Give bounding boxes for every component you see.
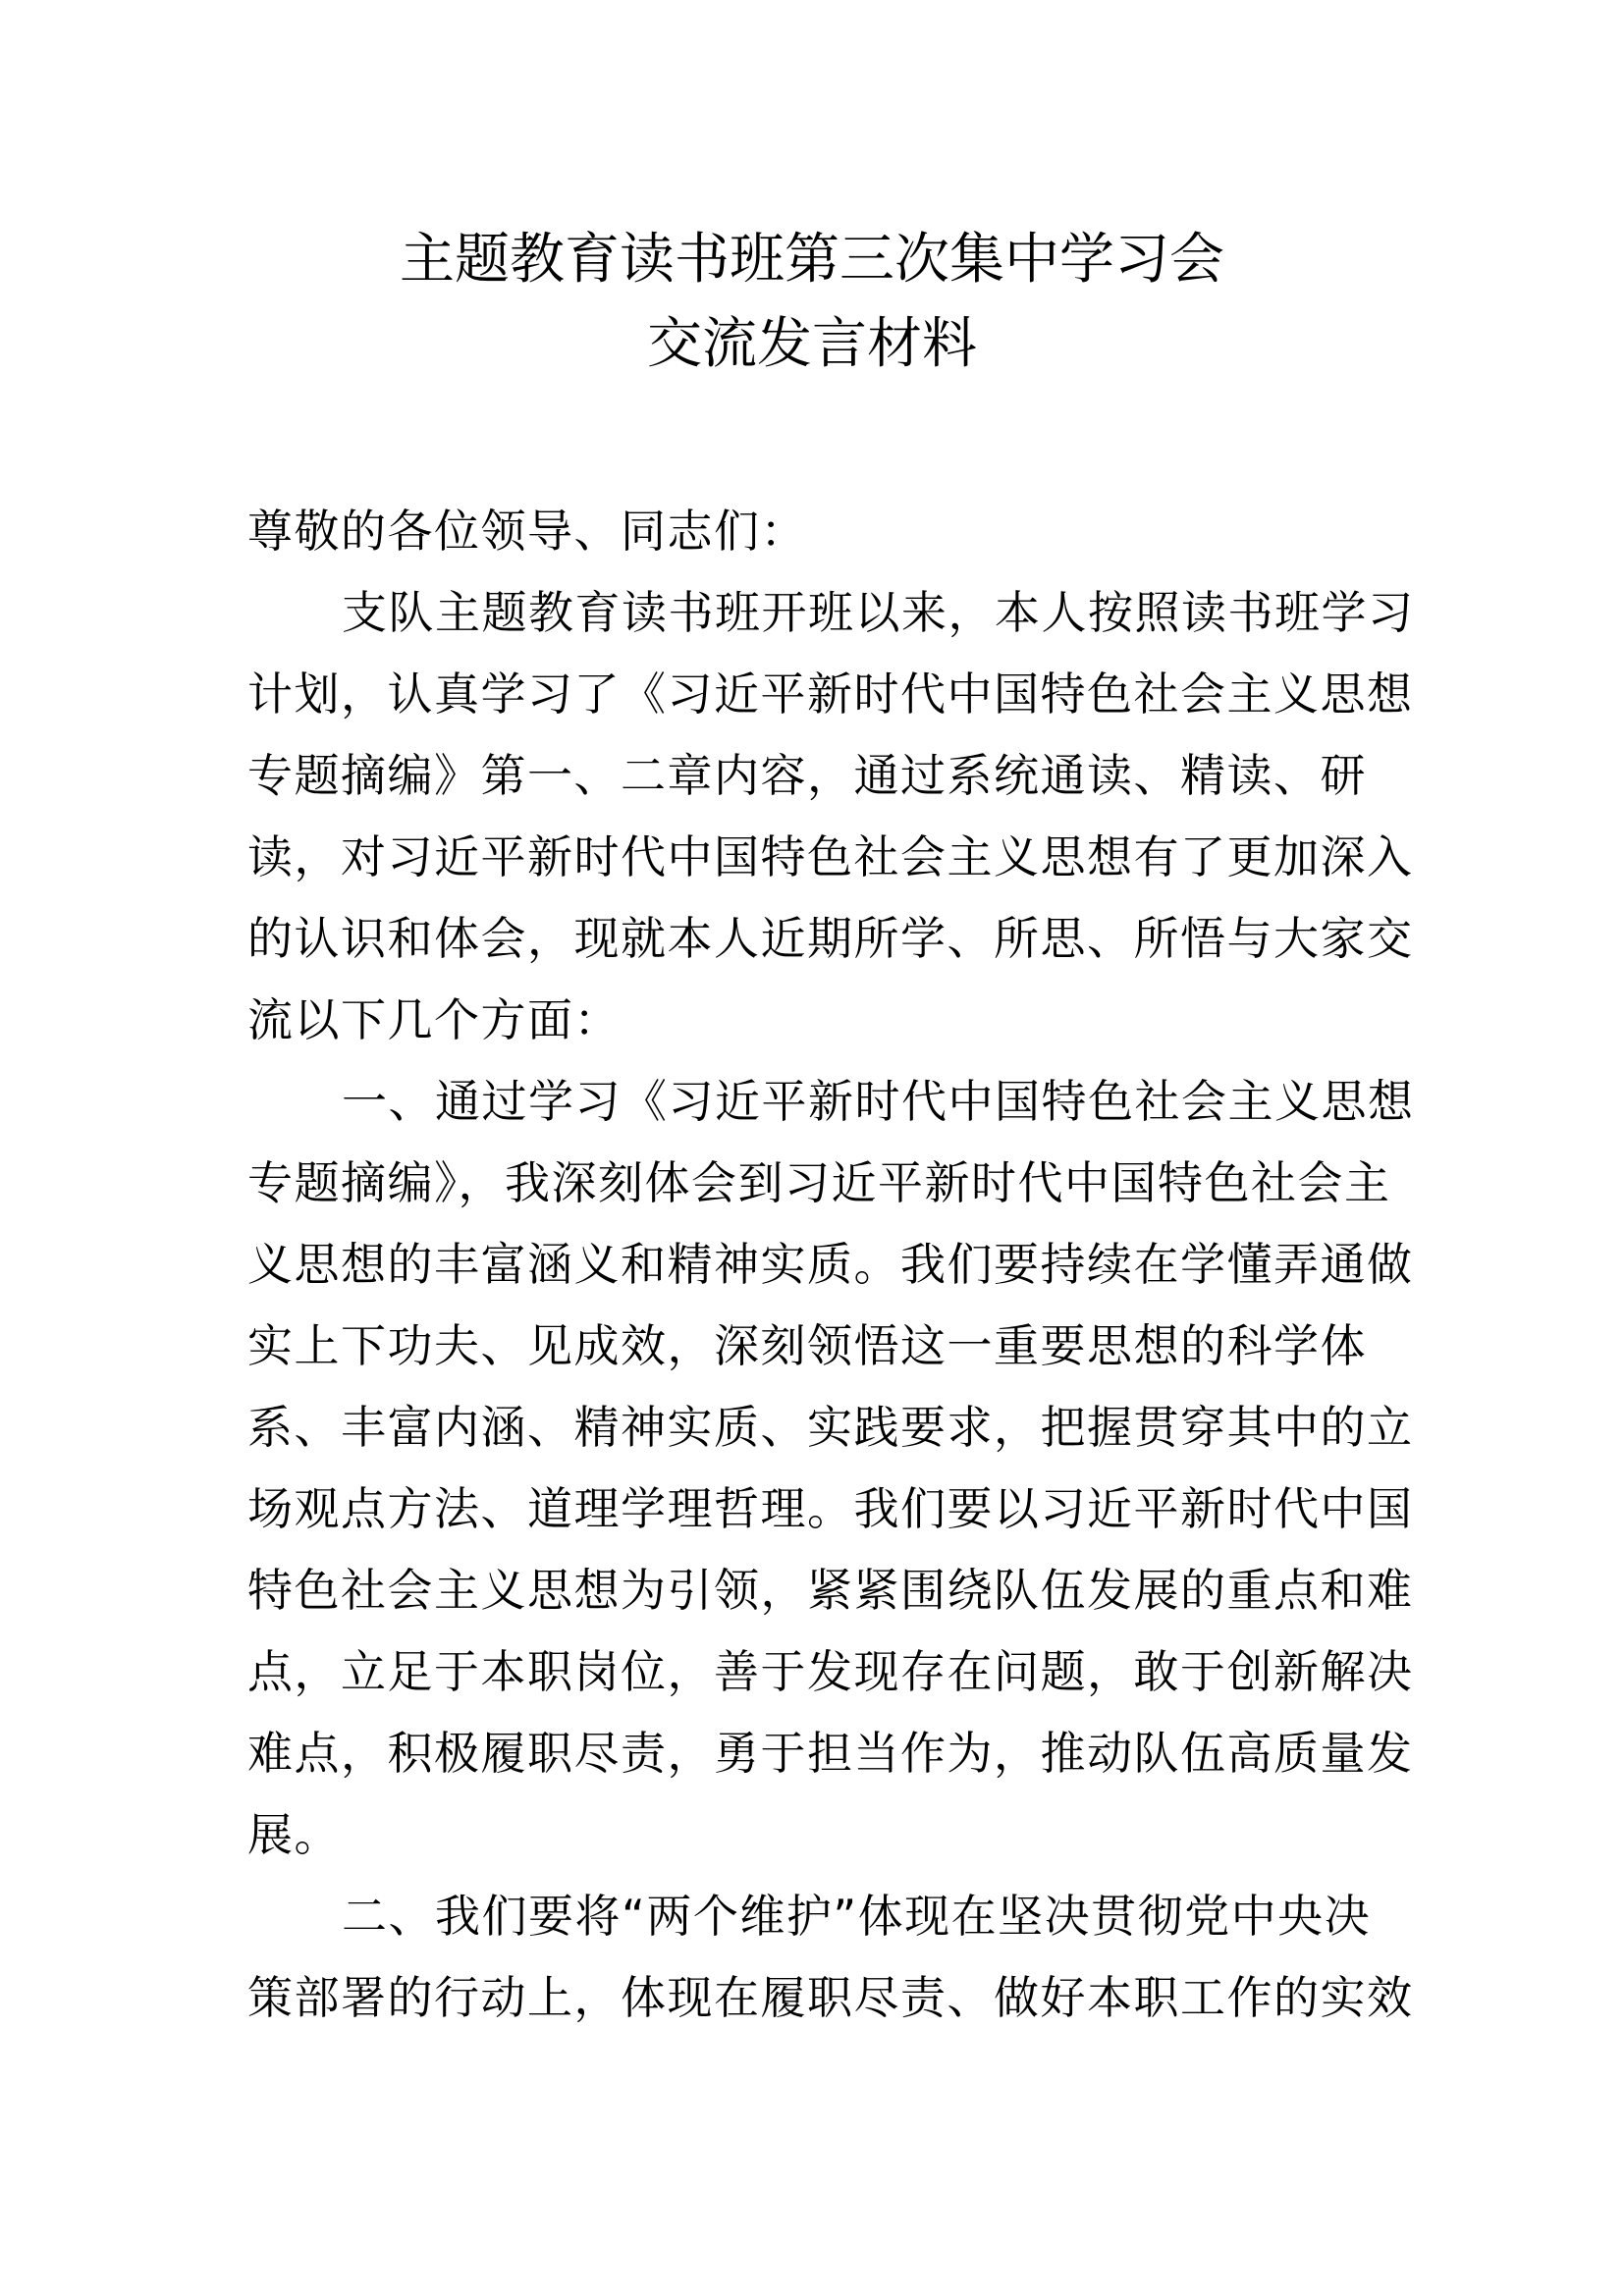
paragraph-line: 流以下几个方面：	[247, 993, 621, 1046]
paragraph-line: 读，对习近平新时代中国特色社会主义思想有了更加深入	[247, 830, 1414, 883]
paragraph-line: 点，立足于本职岗位，善于发现存在问题，敢于创新解决	[247, 1645, 1414, 1698]
title-line-1: 主题教育读书班第三次集中学习会	[400, 228, 1224, 292]
document-body	[247, 491, 1415, 2039]
paragraph-line: 的认识和体会，现就本人近期所学、所思、所悟与大家交	[247, 912, 1414, 965]
paragraph-line: 策部署的行动上，体现在履职尽责、做好本职工作的实效	[247, 1971, 1414, 2024]
paragraph-line: 一、通过学习《习近平新时代中国特色社会主义思想	[342, 1075, 1415, 1128]
paragraph-line: 场观点方法、道理学理哲理。我们要以习近平新时代中国	[247, 1482, 1414, 1535]
paragraph-line: 展。	[247, 1808, 341, 1861]
salutation: 尊敬的各位领导、同志们：	[247, 505, 807, 558]
paragraph-line: 难点，积极履职尽责，勇于担当作为，推动队伍高质量发	[247, 1727, 1414, 1780]
paragraph-line: 义思想的丰富涵义和精神实质。我们要持续在学懂弄通做	[247, 1238, 1414, 1291]
title-line-2: 交流发言材料	[647, 312, 977, 376]
paragraph-line: 专题摘编》，我深刻体会到习近平新时代中国特色社会主	[247, 1156, 1391, 1209]
document-title	[0, 218, 1624, 387]
paragraph-line: 支队主题教育读书班开班以来，本人按照读书班学习	[342, 586, 1415, 639]
paragraph-line: 系、丰富内涵、精神实质、实践要求，把握贯穿其中的立	[247, 1401, 1414, 1454]
paragraph-line: 二、我们要将“两个维护”体现在坚决贯彻党中央决	[342, 1890, 1372, 1943]
paragraph-section-one	[247, 1061, 1415, 1876]
paragraph-intro	[247, 572, 1415, 1061]
paragraph-section-two	[247, 1876, 1414, 2039]
paragraph-line: 实上下功夫、见成效，深刻领悟这一重要思想的科学体	[247, 1319, 1367, 1372]
paragraph-line: 特色社会主义思想为引领，紧紧围绕队伍发展的重点和难	[247, 1564, 1414, 1617]
paragraph-line: 计划，认真学习了《习近平新时代中国特色社会主义思想	[247, 667, 1414, 721]
paragraph-line: 专题摘编》第一、二章内容，通过系统通读、精读、研	[247, 749, 1367, 802]
